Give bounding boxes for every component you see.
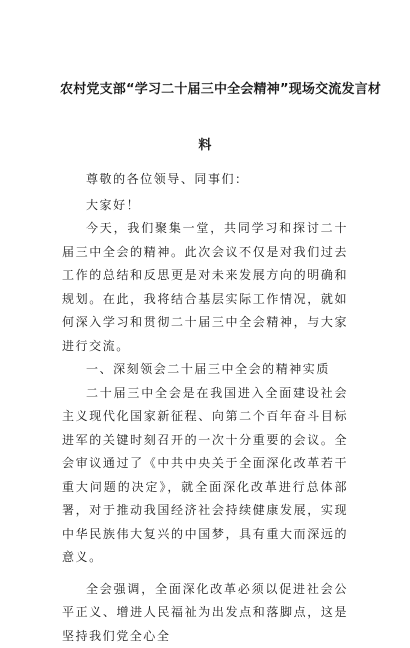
salutation: 大家好！ <box>62 194 348 218</box>
title-line-1: 农村党支部“学习二十届三中全会精神”现场交流发言材 <box>60 62 350 118</box>
paragraph-section-1: 二十届三中全会是在我国进入全面建设社会主义现代化国家新征程、向第二个百年奋斗目标进军的关键时刻召开的一次十分重要的会议。全会审议通过了《中共中央关于全面深化改革若干重大问题的决定》，就全面深化改革进行总体部署，对于推动我国经济社会持续健康发展，实现中华民族伟大复兴的中国梦，具有重大而深远的意义。 <box>62 382 348 570</box>
paragraph-plenary-emphasis: 全会强调，全面深化改革必须以促进社会公平正义、增进人民福祉为出发点和落脚点，这是坚持我们党全心全 <box>62 578 348 648</box>
title-line-2: 料 <box>60 118 350 174</box>
document-title <box>60 62 350 174</box>
document-body <box>62 168 348 648</box>
section-heading-1: 一、深刻领会二十届三中全会的精神实质 <box>62 358 348 382</box>
greeting: 尊敬的各位领导、同事们： <box>62 168 348 192</box>
paragraph-intro: 今天，我们聚集一堂，共同学习和探讨二十届三中全会的精神。此次会议不仅是对我们过去工作的总结和反思更是对未来发展方向的明确和规划。在此，我将结合基层实际工作情况，就如何深入学习和贯彻二十届三中全会精神，与大家进行交流。 <box>62 217 348 358</box>
